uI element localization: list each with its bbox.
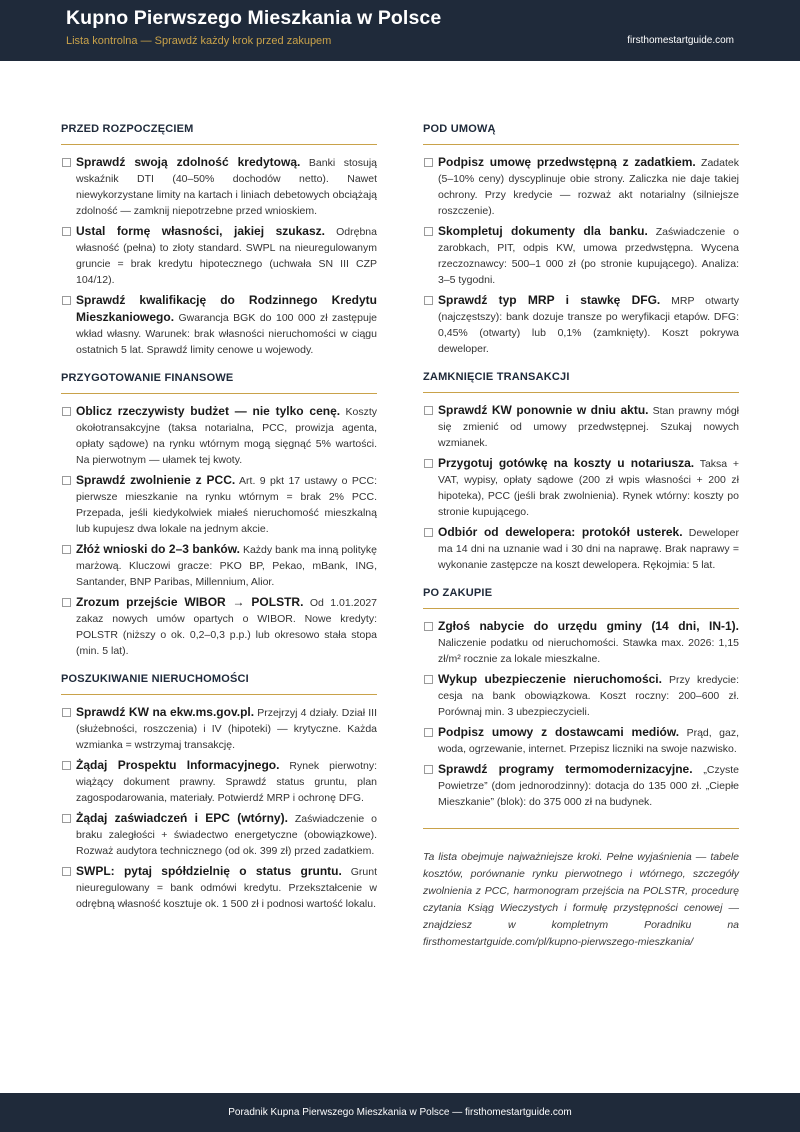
item-text: Przy kredycie: cesja na bank obowiązkowa. Koszt roczny: 200–600 zł. Porównaj min. 3 ubezpieczycieli. bbox=[438, 674, 739, 718]
item-text: Gwarancja BGK do 100 000 zł zastępuje wkład własny. Warunek: brak własności nieruchomości w ciągu ostatnich 5 lat. Sprawdź limity cenowe u wojewody. bbox=[76, 312, 377, 356]
item-text: Banki stosują wskaźnik DTI (40–50% dochodów netto). Nawet niewykorzystane limity na kartach i liniach debetowych obciążają zdolność — zamknij niepotrzebne przed wnioskiem. bbox=[76, 157, 378, 217]
page-subtitle: Lista kontrolna — Sprawdź każdy krok przed zakupem bbox=[66, 35, 332, 47]
item-heading: Odbiór od dewelopera: protokół usterek. bbox=[438, 525, 683, 539]
checklist-section bbox=[61, 372, 377, 659]
site-link[interactable]: firsthomestartguide.com bbox=[627, 35, 734, 46]
item-heading: Sprawdź programy termomodernizacyjne. bbox=[438, 762, 693, 776]
checklist-item bbox=[423, 761, 739, 810]
checkbox[interactable] bbox=[62, 708, 71, 717]
checkbox[interactable] bbox=[62, 814, 71, 823]
section-title: PRZED ROZPOCZĘCIEM bbox=[61, 123, 377, 145]
checkbox[interactable] bbox=[62, 598, 71, 607]
item-heading: Podpisz umowę przedwstępną z zadatkiem. bbox=[438, 155, 696, 169]
item-heading: Żądaj zaświadczeń i EPC (wtórny). bbox=[76, 811, 288, 825]
item-heading: Sprawdź typ MRP i stawkę DFG. bbox=[438, 293, 661, 307]
left-column bbox=[61, 123, 377, 926]
item-text: Taksa + VAT, wypisy, opłaty sądowe (200 zł wpis własności + 200 zł hipoteka), PCC (jeśli brak zwolnienia). Rynek wtórny: koszty po stronie kupującego. bbox=[438, 458, 739, 518]
item-heading: Sprawdź kwalifikację do Rodzinnego Kredytu Mieszkaniowego. bbox=[76, 293, 377, 324]
item-text: Prąd, gaz, woda, ogrzewanie, internet. Przepisz liczniki na swoje nazwisko. bbox=[438, 727, 739, 755]
checkbox[interactable] bbox=[424, 158, 433, 167]
right-column-sections bbox=[423, 123, 739, 810]
checklist-item bbox=[61, 403, 377, 468]
checkbox[interactable] bbox=[62, 296, 71, 305]
checkbox[interactable] bbox=[424, 528, 433, 537]
checklist-item bbox=[423, 671, 739, 720]
item-heading: Sprawdź zwolnienie z PCC. bbox=[76, 473, 236, 487]
checkbox[interactable] bbox=[424, 675, 433, 684]
checklist-item bbox=[61, 757, 377, 806]
item-text: „Czyste Powietrze” (dom jednorodzinny): dotacja do 135 000 zł. „Ciepłe Mieszkanie” (blok): do 375 000 zł na budynek. bbox=[438, 764, 739, 808]
checklist-section bbox=[423, 371, 739, 573]
section-title: PRZYGOTOWANIE FINANSOWE bbox=[61, 372, 377, 394]
page-header bbox=[0, 0, 800, 61]
checklist-item bbox=[61, 541, 377, 590]
checkbox[interactable] bbox=[424, 622, 433, 631]
item-text: Grunt nieuregulowany = bank odmówi kredytu. Przekształcenie w odrębną własność kosztuje ok. 1 500 zł i podnosi wartość lokalu. bbox=[76, 866, 377, 910]
checklist-item bbox=[61, 223, 377, 288]
item-heading: Podpisz umowy z dostawcami mediów. bbox=[438, 725, 680, 739]
section-title: ZAMKNIĘCIE TRANSAKCJI bbox=[423, 371, 739, 393]
page-title: Kupno Pierwszego Mieszkania w Polsce bbox=[66, 7, 442, 29]
item-text: Zaświadczenie o braku zaległości + świadectwo energetyczne (obowiązkowe). Rozważ audytora technicznego (od ok. 399 zł) przed zadatkiem. bbox=[76, 813, 377, 857]
checklist-item bbox=[423, 402, 739, 451]
page-footer bbox=[0, 1093, 800, 1132]
checklist-item bbox=[423, 154, 739, 219]
checkbox[interactable] bbox=[424, 459, 433, 468]
item-heading: Oblicz rzeczywisty budżet — nie tylko cenę. bbox=[76, 404, 341, 418]
item-text: Stan prawny mógł się zmienić od umowy przedwstępnej. Szukaj nowych wzmianek. bbox=[438, 405, 739, 449]
checklist-item bbox=[61, 810, 377, 859]
item-text: Od 1.01.2027 zakaz nowych umów opartych o WIBOR. Nowe kredyty: POLSTR (niższy o ok. 0,2–0,3 p.p.) lub okresowo stała stopa (min. 5 lat). bbox=[76, 597, 378, 657]
checkbox[interactable] bbox=[62, 545, 71, 554]
checkbox[interactable] bbox=[62, 407, 71, 416]
checkbox[interactable] bbox=[62, 867, 71, 876]
checklist-item bbox=[61, 292, 377, 358]
item-text: Odrębna własność (pełna) to złoty standard. SWPL na nieuregulowanym gruncie = brak kredytu hipotecznego (uchwała SN III CZP 104/12). bbox=[76, 226, 377, 286]
right-column bbox=[423, 123, 739, 951]
checklist-item bbox=[423, 724, 739, 757]
item-heading: Przygotuj gotówkę na koszty u notariusza. bbox=[438, 456, 695, 470]
checklist-item bbox=[61, 154, 377, 219]
item-heading: Sprawdź KW na ekw.ms.gov.pl. bbox=[76, 705, 255, 719]
checkbox[interactable] bbox=[424, 728, 433, 737]
checkbox[interactable] bbox=[424, 227, 433, 236]
checklist-item bbox=[61, 594, 377, 659]
checkbox[interactable] bbox=[62, 761, 71, 770]
checklist-item bbox=[423, 223, 739, 288]
item-heading: SWPL: pytaj spółdzielnię o status gruntu. bbox=[76, 864, 342, 878]
item-text: Każdy bank ma inną politykę marżową. Kluczowi gracze: PKO BP, Pekao, mBank, ING, Santander, BNP Paribas, Millennium, Alior. bbox=[76, 544, 377, 588]
checkbox[interactable] bbox=[62, 227, 71, 236]
item-heading: Zrozum przejście WIBOR → POLSTR. bbox=[76, 595, 304, 609]
checklist-item bbox=[61, 863, 377, 912]
checklist-item bbox=[423, 524, 739, 573]
checkbox[interactable] bbox=[424, 296, 433, 305]
checkbox[interactable] bbox=[424, 765, 433, 774]
item-text: Zadatek (5–10% ceny) dyscyplinuje obie strony. Zaliczka nie daje takiej ochrony. Przy kredycie — rozważ akt notarialny (silniejsze roszczenie). bbox=[438, 157, 739, 217]
checkbox[interactable] bbox=[62, 158, 71, 167]
checklist-item bbox=[61, 472, 377, 537]
section-title: PO ZAKUPIE bbox=[423, 587, 739, 609]
item-text: Naliczenie podatku od nieruchomości. Stawka max. 2026: 1,15 zł/m² rocznie za lokale mieszkalne. bbox=[438, 637, 739, 665]
checklist-item bbox=[423, 455, 739, 520]
section-title: POD UMOWĄ bbox=[423, 123, 739, 145]
checkbox[interactable] bbox=[62, 476, 71, 485]
checklist-item bbox=[423, 618, 739, 667]
item-text: Rynek pierwotny: wiążący dokument prawny. Sprawdź status gruntu, plan zagospodarowania, materiały. Potwierdź MRP i ochronę DFG. bbox=[76, 760, 377, 804]
item-text: MRP otwarty (najczęstszy): bank dozuje transze po weryfikacji etapów. DFG: 0,45% (otwarty) lub 0,1% (zamknięty). Koszt pokrywa deweloper. bbox=[438, 295, 739, 355]
item-heading: Sprawdź KW ponownie w dniu aktu. bbox=[438, 403, 649, 417]
checklist-item bbox=[423, 292, 739, 357]
item-text: Koszty okołotransakcyjne (taksa notarialna, PCC, prowizja agenta, opłaty sądowe) na rynku wtórnym mogą sięgnąć 5% wartości. Na pierwotnym — ułamek tej kwoty. bbox=[76, 406, 378, 466]
item-text: Art. 9 pkt 17 ustawy o PCC: pierwsze mieszkanie na rynku wtórnym = brak 2% PCC. Przepada, jeśli kiedykolwiek miałeś nieruchomość mieszkalną lub kupujesz dwa lokale na jednym akcie. bbox=[76, 475, 377, 535]
checklist-section bbox=[61, 673, 377, 912]
checklist-item bbox=[61, 704, 377, 753]
item-heading: Złóż wnioski do 2–3 banków. bbox=[76, 542, 240, 556]
item-heading: Żądaj Prospektu Informacyjnego. bbox=[76, 758, 280, 772]
checklist-section bbox=[423, 123, 739, 357]
item-heading: Wykup ubezpieczenie nieruchomości. bbox=[438, 672, 662, 686]
item-heading: Skompletuj dokumenty dla banku. bbox=[438, 224, 648, 238]
item-heading: Zgłoś nabycie do urzędu gminy (14 dni, IN-1). bbox=[438, 619, 739, 633]
closing-note: Ta lista obejmuje najważniejsze kroki. Pełne wyjaśnienia — tabele kosztów, porównanie rynku pierwotnego i wtórnego, szczegóły zwolnienia z PCC, harmonogram przejścia na POLSTR, procedurę czytania Ksiąg Wieczystych i formułę przystępności cenowej — znajdziesz w kompletnym Poradniku na firsthomestartguide.com/pl/kupno-pierwszego-mieszkania/ bbox=[423, 828, 739, 951]
item-text: Zaświadczenie o zarobkach, PIT, odpis KW, umowa przedwstępna. Wycena rzeczoznawcy: 500–1 000 zł (po stronie kupującego). Analiza: 3–5 tygodni. bbox=[438, 226, 739, 286]
footer-text: Poradnik Kupna Pierwszego Mieszkania w Polsce — firsthomestartguide.com bbox=[228, 1107, 572, 1118]
item-text: Deweloper ma 14 dni na uznanie wad i 30 dni na naprawę. Brak naprawy = wykonanie zastępcze na koszt dewelopera. Rękojmia: 5 lat. bbox=[438, 527, 739, 571]
item-text: Przejrzyj 4 działy. Dział III (służebności, roszczenia) i IV (hipoteki) — krytyczne. Każda wzmianka = wstrzymaj transakcję. bbox=[76, 707, 377, 751]
checkbox[interactable] bbox=[424, 406, 433, 415]
section-title: POSZUKIWANIE NIERUCHOMOŚCI bbox=[61, 673, 377, 695]
item-heading: Sprawdź swoją zdolność kredytową. bbox=[76, 155, 301, 169]
checklist-section bbox=[423, 587, 739, 810]
checklist-section bbox=[61, 123, 377, 358]
item-heading: Ustal formę własności, jakiej szukasz. bbox=[76, 224, 325, 238]
